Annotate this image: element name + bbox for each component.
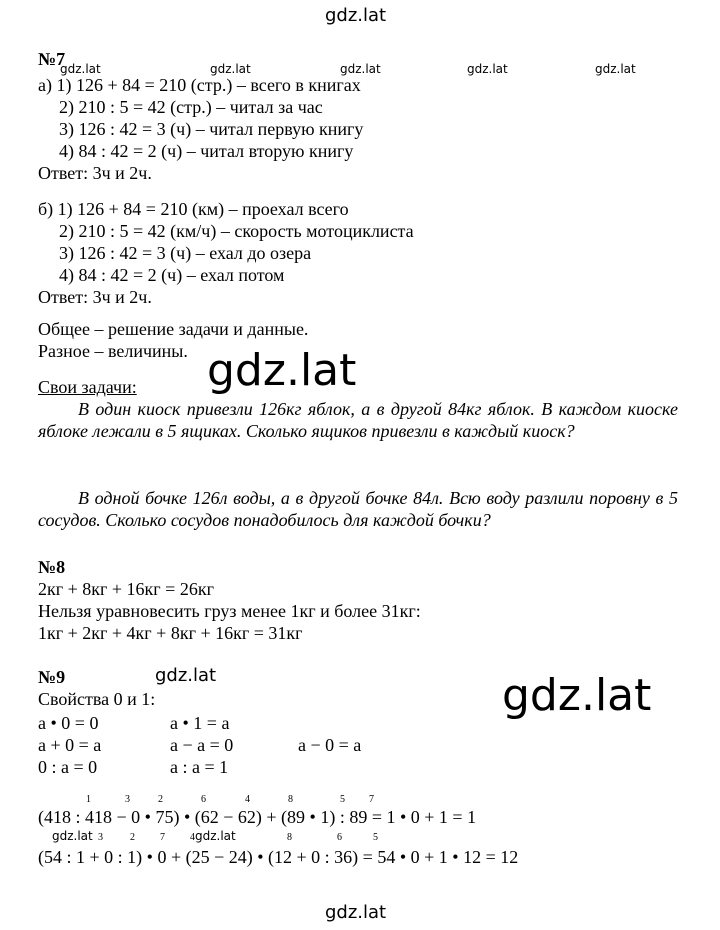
order-number: 8 xyxy=(287,832,292,843)
task8-heading: №8 xyxy=(38,557,66,577)
order-number: 1 xyxy=(86,794,91,805)
task8-line-2: Нельзя уравновесить груз менее 1кг и более 31кг: xyxy=(38,601,421,621)
order-number: 5 xyxy=(373,832,378,843)
watermark-large-1: gdz.lat xyxy=(207,345,357,396)
prop-r2-c2: а − а = 0 xyxy=(170,735,234,755)
order-number: 4 xyxy=(245,794,250,805)
watermark-top: gdz.lat xyxy=(325,5,387,26)
watermark-small-4: gdz.lat xyxy=(467,62,508,76)
task7-b-line-4: 4) 84 : 42 = 2 (ч) – ехал потом xyxy=(59,265,285,285)
watermark-small-6: gdz.lat xyxy=(52,829,93,843)
task7-b-line-1: б) 1) 126 + 84 = 210 (км) – проехал всего xyxy=(38,199,349,219)
task7-a-answer: Ответ: 3ч и 2ч. xyxy=(38,163,152,183)
task7-b-answer: Ответ: 3ч и 2ч. xyxy=(38,287,152,307)
prop-r3-c1: 0 : а = 0 xyxy=(38,757,98,777)
order-number: 8 xyxy=(288,794,293,805)
watermark-small-3: gdz.lat xyxy=(340,62,381,76)
own-tasks-title: Свои задачи: xyxy=(38,377,137,397)
watermark-small-5: gdz.lat xyxy=(595,62,636,76)
order-number: 2 xyxy=(130,832,135,843)
order-number: 7 xyxy=(369,794,374,805)
order-number: 2 xyxy=(158,794,163,805)
task8-line-1: 2кг + 8кг + 16кг = 26кг xyxy=(38,579,214,599)
own-task-2: В одной бочке 126л воды, а в другой бочке 84л. Всю воду разлили поровну в 5 сосудов. Сколько сосудов понадобилось для каждой бочки? xyxy=(38,488,678,530)
watermark-large-2: gdz.lat xyxy=(502,670,652,721)
order-number: 3 xyxy=(125,794,130,805)
order-number: 7 xyxy=(160,832,165,843)
watermark-small-1: gdz.lat xyxy=(60,62,101,76)
expression-1: (418 : 418 − 0 • 75) • (62 − 62) + (89 • 1) : 89 = 1 • 0 + 1 = 1 xyxy=(38,807,477,827)
own-task-1: В один киоск привезли 126кг яблок, а в другой 84кг яблок. В каждом киоске яблоке лежали в 5 ящиках. Сколько ящиков привезли в каждый киоск? xyxy=(38,399,678,441)
prop-r3-c2: а : а = 1 xyxy=(170,757,229,777)
task7-different: Разное – величины. xyxy=(38,341,188,361)
prop-r1-c2: а • 1 = а xyxy=(170,713,230,733)
watermark-bottom: gdz.lat xyxy=(325,902,387,923)
watermark-mid: gdz.lat xyxy=(155,665,217,686)
order-number: 6 xyxy=(337,832,342,843)
order-number: 5 xyxy=(340,794,345,805)
watermark-small-7: gdz.lat xyxy=(195,829,236,843)
task7-a-line-4: 4) 84 : 42 = 2 (ч) – читал вторую книгу xyxy=(59,141,354,161)
watermark-small-2: gdz.lat xyxy=(210,62,251,76)
task8-line-3: 1кг + 2кг + 4кг + 8кг + 16кг = 31кг xyxy=(38,623,303,643)
prop-r1-c1: а • 0 = 0 xyxy=(38,713,99,733)
task7-a-line-3: 3) 126 : 42 = 3 (ч) – читал первую книгу xyxy=(59,119,364,139)
task7-b-line-2: 2) 210 : 5 = 42 (км/ч) – скорость мотоциклиста xyxy=(59,221,414,241)
properties-title: Свойства 0 и 1: xyxy=(38,689,156,709)
expression-2: (54 : 1 + 0 : 1) • 0 + (25 − 24) • (12 + 0 : 36) = 54 • 0 + 1 • 12 = 12 xyxy=(38,847,519,867)
task7-common: Общее – решение задачи и данные. xyxy=(38,319,309,339)
task7-a-line-1: а) 1) 126 + 84 = 210 (стр.) – всего в книгах xyxy=(38,75,361,95)
order-number: 6 xyxy=(201,794,206,805)
order-number: 4 xyxy=(190,832,195,843)
prop-r2-c3: а − 0 = а xyxy=(298,735,362,755)
order-number: 3 xyxy=(98,832,103,843)
prop-r2-c1: а + 0 = а xyxy=(38,735,102,755)
task7-heading: №7 xyxy=(38,49,66,69)
task9-heading: №9 xyxy=(38,667,66,687)
task7-a-line-2: 2) 210 : 5 = 42 (стр.) – читал за час xyxy=(59,97,323,117)
task7-b-line-3: 3) 126 : 42 = 3 (ч) – ехал до озера xyxy=(59,243,312,263)
